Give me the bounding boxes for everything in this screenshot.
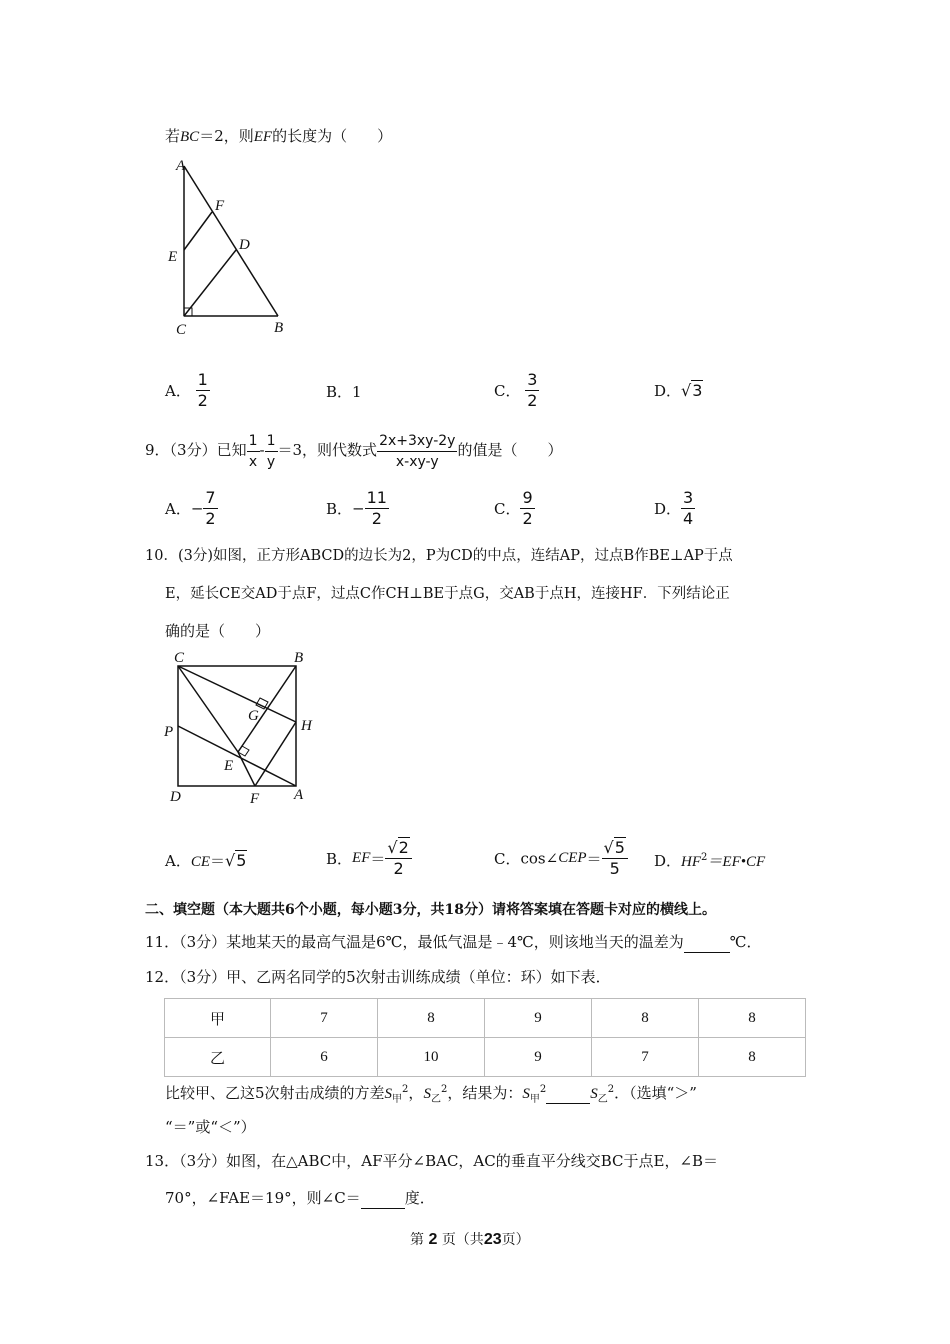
- q13-line-2-post: 度．: [404, 1189, 435, 1207]
- label-e: E: [224, 758, 234, 774]
- variance-s: S: [522, 1086, 530, 1102]
- option-label: A．: [165, 500, 191, 518]
- q12-line-b: “＝”或“＜”）: [165, 1118, 256, 1136]
- q12-stem: 12．（3分）甲、乙两名同学的5次射击训练成绩（单位：环）如下表．: [145, 968, 611, 986]
- q12-answer-blank[interactable]: [546, 1083, 590, 1104]
- section-2-title: 二、填空题（本大题共6个小题，每小题3分，共18分）请将答案填在答题卡对应的横线上。: [145, 902, 716, 918]
- label-h: H: [301, 718, 312, 734]
- option-label: D．: [654, 382, 682, 400]
- table-cell: 乙: [165, 1038, 271, 1077]
- option-rhs: ＝EF•CF: [707, 854, 766, 870]
- label-c: C: [176, 322, 187, 338]
- table-cell: 8: [378, 999, 485, 1038]
- q10-line-3: 确的是（ ）: [165, 622, 271, 640]
- q10-option-c[interactable]: [494, 838, 628, 879]
- fraction-numerator: 1: [265, 431, 278, 452]
- fraction-numerator: 1: [197, 370, 208, 389]
- q9-minus: -: [259, 441, 265, 459]
- fraction-numerator: 11: [366, 488, 387, 507]
- superscript: 2: [402, 1084, 409, 1095]
- q10-line-2: E，延长CE交AD于点F，过点C作CH⊥BE于点G，交AB于点H，连接HF．下列结论正: [165, 586, 730, 602]
- label-b: B: [274, 320, 284, 336]
- q8-var-bc: BC: [180, 129, 200, 145]
- q9-points: （3分）已知: [169, 441, 247, 459]
- q12-line-a: 比较甲、乙这5次射击成绩的方差: [165, 1084, 385, 1102]
- footer-mid: 页（共: [441, 1232, 484, 1248]
- fraction-denominator: 2: [205, 509, 216, 528]
- fraction-numerator: 3: [527, 370, 538, 389]
- q11-unit: ℃．: [729, 933, 762, 951]
- segment-ab: [184, 166, 278, 316]
- option-lhs: EF: [352, 850, 371, 866]
- footer-pre: 第: [410, 1232, 424, 1248]
- table-cell: 8: [699, 999, 806, 1038]
- subscript-jia: 甲: [529, 1094, 540, 1105]
- q11-text: 11．（3分）某地某天的最高气温是6℃，最低气温是﹣4℃，则该地当天的温差为: [145, 933, 684, 951]
- option-label: D．: [654, 500, 682, 518]
- label-b: B: [294, 650, 304, 666]
- q13-answer-blank[interactable]: [361, 1188, 405, 1209]
- label-c: C: [174, 650, 185, 666]
- q9-option-a[interactable]: [165, 488, 218, 529]
- q8-stem-post: 的长度为（ ）: [272, 127, 393, 145]
- option-label: C．: [494, 500, 521, 518]
- label-d: D: [170, 789, 181, 805]
- label-a: A: [294, 787, 304, 803]
- q10-square-figure: [160, 648, 320, 808]
- fraction-numerator: 9: [522, 488, 533, 507]
- table-cell: 9: [485, 999, 592, 1038]
- option-lhs: cos∠: [520, 849, 559, 868]
- option-label: C．: [494, 850, 521, 868]
- segment-cd: [184, 250, 236, 316]
- fraction-numerator: 2x+3xy-2y: [377, 431, 457, 452]
- label-p: P: [164, 724, 174, 740]
- fraction-numerator: √2: [385, 838, 411, 859]
- fraction-denominator: 2: [527, 391, 538, 410]
- superscript: 2: [607, 1084, 615, 1095]
- label-f: F: [215, 198, 225, 214]
- option-lhs: HF: [681, 854, 702, 870]
- label-g: G: [248, 708, 259, 724]
- q9-option-b[interactable]: [326, 488, 389, 529]
- variance-s: S: [384, 1086, 393, 1102]
- table-cell: 9: [485, 1038, 592, 1077]
- fraction-denominator: 2: [371, 509, 382, 528]
- option-label: B．: [326, 500, 353, 518]
- q9-eq: ＝3，则代数式: [277, 441, 378, 459]
- table-cell: 7: [271, 999, 378, 1038]
- fraction-denominator: x-xy-y: [395, 453, 439, 470]
- q13-line-1: 13．（3分）如图，在△ABC中，AF平分∠BAC，AC的垂直平分线交BC于点E，∠B＝: [145, 1152, 719, 1170]
- q8-option-d[interactable]: [654, 380, 703, 401]
- q8-stem-pre: 若: [165, 127, 181, 145]
- segment-ef: [184, 212, 212, 250]
- fraction-numerator: 3: [683, 488, 694, 507]
- q8-stem: [165, 126, 392, 147]
- option-label: D．: [654, 852, 682, 870]
- q13-line-2-pre: 70°，∠FAE＝19°，则∠C＝: [165, 1189, 361, 1207]
- option-sign: −: [190, 499, 204, 518]
- segment-ce: [178, 666, 238, 752]
- fraction-denominator: y: [266, 453, 276, 470]
- segment-ef: [238, 752, 255, 786]
- option-var: CEP: [558, 850, 587, 866]
- q12-score-table: [164, 998, 806, 1077]
- q8-var-ef: EF: [253, 129, 273, 145]
- table-row: [165, 1038, 806, 1077]
- q8-triangle-figure: [160, 150, 300, 340]
- table-cell: 甲: [165, 999, 271, 1038]
- fraction-denominator: 2: [197, 391, 208, 410]
- footer-page-number: 2: [428, 1231, 438, 1248]
- option-eq: ＝: [210, 852, 226, 870]
- q9-tail: 的值是（ ）: [457, 441, 563, 459]
- label-d: D: [239, 237, 250, 253]
- subscript-yi: 乙: [597, 1094, 608, 1105]
- option-sign: −: [352, 499, 365, 518]
- option-lhs: CE: [190, 854, 211, 870]
- label-f: F: [250, 791, 260, 807]
- option-label: C．: [494, 382, 521, 400]
- option-label: B．: [326, 383, 353, 401]
- subscript-jia: 甲: [392, 1094, 403, 1105]
- q8-stem-mid: ＝2，则: [199, 127, 254, 145]
- radicand: 5: [614, 838, 625, 857]
- variance-s: S: [590, 1086, 598, 1102]
- superscript: 2: [539, 1084, 547, 1095]
- table-cell: 6: [271, 1038, 378, 1077]
- q8-option-c[interactable]: [494, 370, 539, 411]
- label-e: E: [168, 249, 178, 265]
- table-cell: 8: [699, 1038, 806, 1077]
- q11-stem: [145, 932, 762, 953]
- option-value: 1: [352, 383, 362, 401]
- fraction-denominator: 4: [683, 509, 694, 528]
- fraction-denominator: 2: [393, 859, 404, 878]
- q9-option-c[interactable]: [494, 488, 535, 529]
- footer-post: 页）: [501, 1232, 530, 1248]
- q10-option-d[interactable]: [654, 850, 765, 871]
- q8-option-b[interactable]: [326, 381, 362, 402]
- q13-line-2: [165, 1188, 435, 1209]
- q12-comma: ，: [408, 1084, 424, 1102]
- option-label: A．: [165, 852, 191, 870]
- q10-line-1: 10．(3分)如图，正方形ABCD的边长为2，P为CD的中点，连结AP，过点B作BE⊥AP于点: [145, 548, 733, 564]
- radicand: 2: [398, 838, 409, 857]
- radicand: 3: [692, 381, 703, 400]
- q9-option-d[interactable]: [654, 488, 695, 529]
- q8-option-a[interactable]: [165, 370, 210, 411]
- fraction-denominator: x: [248, 453, 258, 470]
- table-cell: 10: [378, 1038, 485, 1077]
- sqrt-expression: √3: [681, 381, 703, 400]
- fraction-denominator: 2: [522, 509, 533, 528]
- q12-variance-line: [165, 1080, 697, 1110]
- page-footer: [410, 1230, 530, 1250]
- fraction-numerator: 1: [247, 431, 260, 452]
- footer-total-pages: 23: [483, 1231, 502, 1248]
- label-a: A: [176, 158, 186, 174]
- variance-s: S: [423, 1086, 431, 1102]
- segment-pa: [178, 726, 296, 786]
- q11-answer-blank[interactable]: [684, 932, 730, 953]
- option-eq: ＝: [370, 850, 386, 868]
- q10-option-a[interactable]: [165, 850, 247, 871]
- q9-stem: [145, 430, 562, 472]
- subscript-yi: 乙: [430, 1094, 441, 1105]
- radicand: 5: [236, 851, 247, 870]
- sqrt-expression: √5: [225, 851, 247, 870]
- superscript: 2: [701, 852, 708, 863]
- q12-period: ．（选填“＞”: [614, 1084, 697, 1102]
- square-abcd: [178, 666, 296, 786]
- fraction-numerator: √5: [602, 838, 628, 859]
- q10-option-b[interactable]: [326, 838, 412, 879]
- fraction-denominator: 5: [609, 859, 620, 878]
- superscript: 2: [440, 1084, 448, 1095]
- segment-ch: [178, 666, 296, 722]
- q9-number: 9．: [145, 441, 170, 459]
- option-eq: ＝: [586, 850, 602, 868]
- option-label: B．: [326, 850, 353, 868]
- q12-result: ，结果为：: [447, 1084, 523, 1102]
- table-row: [165, 999, 806, 1038]
- table-cell: 8: [592, 999, 699, 1038]
- table-cell: 7: [592, 1038, 699, 1077]
- fraction-numerator: 7: [205, 488, 216, 507]
- option-label: A．: [165, 382, 191, 400]
